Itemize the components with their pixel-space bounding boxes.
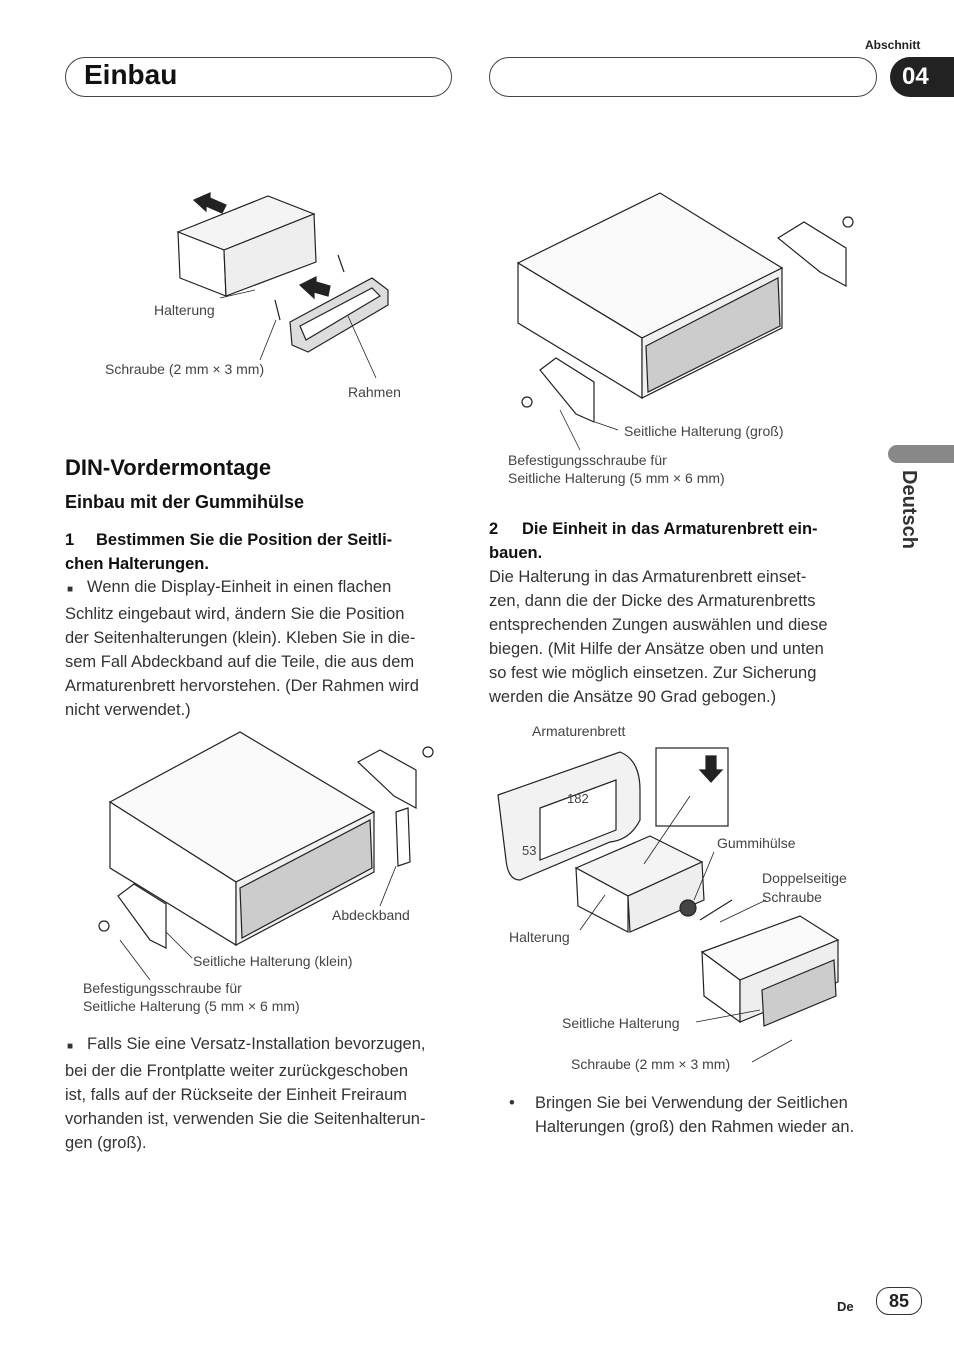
step2-line1: Die Einheit in das Armaturenbrett ein-	[522, 520, 818, 538]
bullet1-line: nicht verwendet.)	[65, 701, 191, 719]
footer-lang-code: De	[837, 1299, 854, 1314]
step2-line2: bauen.	[489, 544, 543, 562]
para-line: zen, dann die der Dicke des Armaturenbretts	[489, 592, 816, 610]
step1-number: 1	[65, 531, 75, 549]
square-bullet-icon: ■	[67, 584, 74, 595]
bullet1-line: Armaturenbrett hervorstehen. (Der Rahmen wird	[65, 677, 419, 695]
gummihuelse-subheading: Einbau mit der Gummihülse	[65, 492, 305, 512]
para-line: Die Halterung in das Armaturenbrett einset-	[489, 568, 807, 586]
fig4-label-armaturenbrett: Armaturenbrett	[532, 723, 626, 739]
fig1-label-rahmen: Rahmen	[348, 384, 401, 400]
language-label: Deutsch	[898, 470, 920, 549]
fig2-label-seitliche-gross: Seitliche Halterung (groß)	[624, 423, 784, 439]
din-heading: DIN-Vordermontage	[65, 455, 272, 480]
fig4-label-gummihuelse: Gummihülse	[717, 835, 796, 851]
fig3-label-abdeckband: Abdeckband	[332, 907, 410, 923]
bullet1-line: Schlitz eingebaut wird, ändern Sie die Position	[65, 605, 405, 623]
bullet1-line: ■ Wenn die Display-Einheit in einen flachen	[67, 578, 392, 596]
bullet1-line: sem Fall Abdeckband auf die Teile, die aus dem	[65, 653, 415, 671]
para-line: entsprechenden Zungen auswählen und diese	[489, 616, 828, 634]
dot-bullet-icon: •	[509, 1094, 515, 1112]
fig4-label-doppel-2: Schraube	[762, 889, 822, 905]
fig3-label-befestigung-1: Befestigungsschraube für	[83, 980, 242, 996]
fig1-label-schraube: Schraube (2 mm × 3 mm)	[105, 361, 265, 377]
fig1-label-halterung: Halterung	[154, 302, 215, 318]
fig4-dim-182: 182	[567, 791, 589, 806]
step1-line1: Bestimmen Sie die Position der Seitli-	[96, 531, 393, 549]
fig3-label-befestigung-2: Seitliche Halterung (5 mm × 6 mm)	[83, 998, 300, 1014]
fig4-inset-box	[656, 748, 728, 826]
para-line: biegen. (Mit Hilfe der Ansätze oben und unten	[489, 640, 824, 658]
square-bullet-icon: ■	[67, 1041, 74, 1052]
fig4-label-schraube: Schraube (2 mm × 3 mm)	[571, 1056, 731, 1072]
bullet1-line: der Seitenhalterungen (klein). Kleben Sie in die-	[65, 629, 416, 647]
step2-number: 2	[489, 520, 499, 538]
fig4-rubber-bush	[680, 900, 696, 916]
bullet2-line: ■ Falls Sie eine Versatz-Installation bevorzugen,	[67, 1035, 426, 1053]
section-number: 04	[890, 57, 954, 97]
section-label: Abschnitt	[865, 38, 921, 52]
bullet2-line: bei der die Frontplatte weiter zurückgeschoben	[65, 1062, 409, 1080]
page-title: Einbau	[84, 59, 178, 90]
right-bullet	[509, 1091, 889, 1139]
fig4-label-seitliche: Seitliche Halterung	[562, 1015, 680, 1031]
fig4-dim-53: 53	[522, 843, 537, 858]
bullet2-line: ist, falls auf der Rückseite der Einheit Freiraum	[65, 1086, 408, 1104]
fig2-label-befestigung-2: Seitliche Halterung (5 mm × 6 mm)	[508, 470, 725, 486]
step1-line2: chen Halterungen.	[65, 555, 209, 573]
fig4-label-halterung: Halterung	[509, 929, 570, 945]
page-number: 85	[876, 1287, 922, 1315]
para-line: so fest wie möglich einsetzen. Zur Sicherung	[489, 664, 817, 682]
para-line: werden die Ansätze 90 Grad gebogen.)	[489, 688, 777, 706]
fig3-label-seitliche-klein: Seitliche Halterung (klein)	[193, 953, 353, 969]
right-bullet-line: • Bringen Sie bei Verwendung der Seitlichen	[509, 1091, 889, 1115]
fig4-label-doppel-1: Doppelseitige	[762, 870, 847, 886]
fig2-label-befestigung-1: Befestigungsschraube für	[508, 452, 667, 468]
bullet2-line: gen (groß).	[65, 1134, 147, 1152]
right-bullet-line: Halterungen (groß) den Rahmen wieder an.	[535, 1118, 855, 1136]
bullet2-line: vorhanden ist, verwenden Sie die Seitenhalterun-	[65, 1110, 426, 1128]
